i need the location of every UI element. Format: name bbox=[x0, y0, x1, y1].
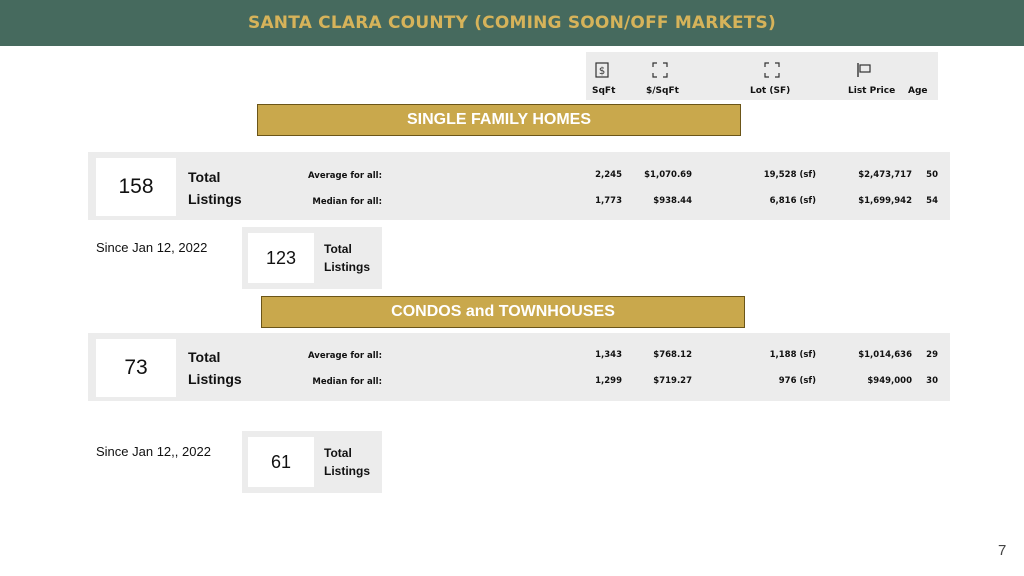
avg-sqft: 2,245 bbox=[595, 170, 622, 180]
dollar-doc-icon bbox=[594, 62, 610, 78]
since-date-sfh: Since Jan 12, 2022 bbox=[96, 240, 208, 255]
med-age: 30 bbox=[926, 376, 938, 386]
since-panel-condo bbox=[242, 431, 382, 493]
med-ppsf: $719.27 bbox=[653, 376, 692, 386]
section-band-condo bbox=[261, 296, 745, 328]
since-label-line1: Total bbox=[324, 242, 352, 256]
column-label-age: Age bbox=[908, 86, 928, 96]
svg-text:$: $ bbox=[598, 66, 606, 77]
since-date-condo: Since Jan 12,, 2022 bbox=[96, 444, 211, 459]
section-title-condo: CONDOS and TOWNHOUSES bbox=[391, 303, 615, 320]
bracket-frame-icon bbox=[764, 62, 780, 78]
section-band-sfh bbox=[257, 104, 741, 136]
avg-ppsf: $1,070.69 bbox=[644, 170, 692, 180]
total-label-line2: Listings bbox=[188, 371, 242, 387]
avg-price: $2,473,717 bbox=[858, 170, 912, 180]
since-label-line2: Listings bbox=[324, 260, 371, 274]
column-label-list-price: List Price bbox=[848, 86, 896, 96]
avg-lot: 19,528 (sf) bbox=[763, 170, 816, 180]
avg-lot: 1,188 (sf) bbox=[769, 350, 816, 360]
median-label: Median for all: bbox=[312, 197, 382, 207]
median-label: Median for all: bbox=[312, 377, 382, 387]
since-panel-sfh bbox=[242, 227, 382, 289]
since-label-line2: Listings bbox=[324, 464, 371, 478]
med-price: $1,699,942 bbox=[858, 196, 912, 206]
since-label-line1: Total bbox=[324, 446, 352, 460]
med-sqft: 1,773 bbox=[595, 196, 622, 206]
med-lot: 976 (sf) bbox=[778, 376, 816, 386]
page-number: 7 bbox=[998, 542, 1007, 559]
page-title: SANTA CLARA COUNTY (COMING SOON/OFF MARKETS) bbox=[248, 13, 776, 33]
med-lot: 6,816 (sf) bbox=[769, 196, 816, 206]
section-title-sfh: SINGLE FAMILY HOMES bbox=[406, 111, 592, 128]
since-count-condo: 61 bbox=[248, 437, 314, 487]
med-price: $949,000 bbox=[867, 376, 912, 386]
bracket-frame-icon bbox=[652, 62, 668, 78]
total-label-line2: Listings bbox=[188, 191, 242, 207]
avg-sqft: 1,343 bbox=[595, 350, 622, 360]
med-age: 54 bbox=[926, 196, 938, 206]
since-label-sfh bbox=[324, 240, 370, 276]
sign-post-icon bbox=[856, 62, 872, 78]
column-header-bar bbox=[586, 52, 938, 100]
since-label-condo bbox=[324, 444, 370, 480]
stats-panel-condo bbox=[88, 333, 950, 401]
total-label-line1: Total bbox=[188, 349, 221, 365]
average-label: Average for all: bbox=[308, 351, 382, 361]
title-bar bbox=[0, 0, 1024, 46]
total-count-condo: 73 bbox=[96, 339, 176, 397]
column-label-ppsf: $/SqFt bbox=[646, 86, 679, 96]
since-count-sfh: 123 bbox=[248, 233, 314, 283]
column-label-lot: Lot (SF) bbox=[750, 86, 791, 96]
avg-age: 50 bbox=[926, 170, 938, 180]
stats-panel-sfh bbox=[88, 152, 950, 220]
avg-price: $1,014,636 bbox=[858, 350, 912, 360]
med-sqft: 1,299 bbox=[595, 376, 622, 386]
total-count-sfh: 158 bbox=[96, 158, 176, 216]
med-ppsf: $938.44 bbox=[653, 196, 692, 206]
total-label-line1: Total bbox=[188, 169, 221, 185]
average-label: Average for all: bbox=[308, 171, 382, 181]
avg-age: 29 bbox=[926, 350, 938, 360]
column-label-sqft: SqFt bbox=[592, 86, 616, 96]
avg-ppsf: $768.12 bbox=[653, 350, 692, 360]
